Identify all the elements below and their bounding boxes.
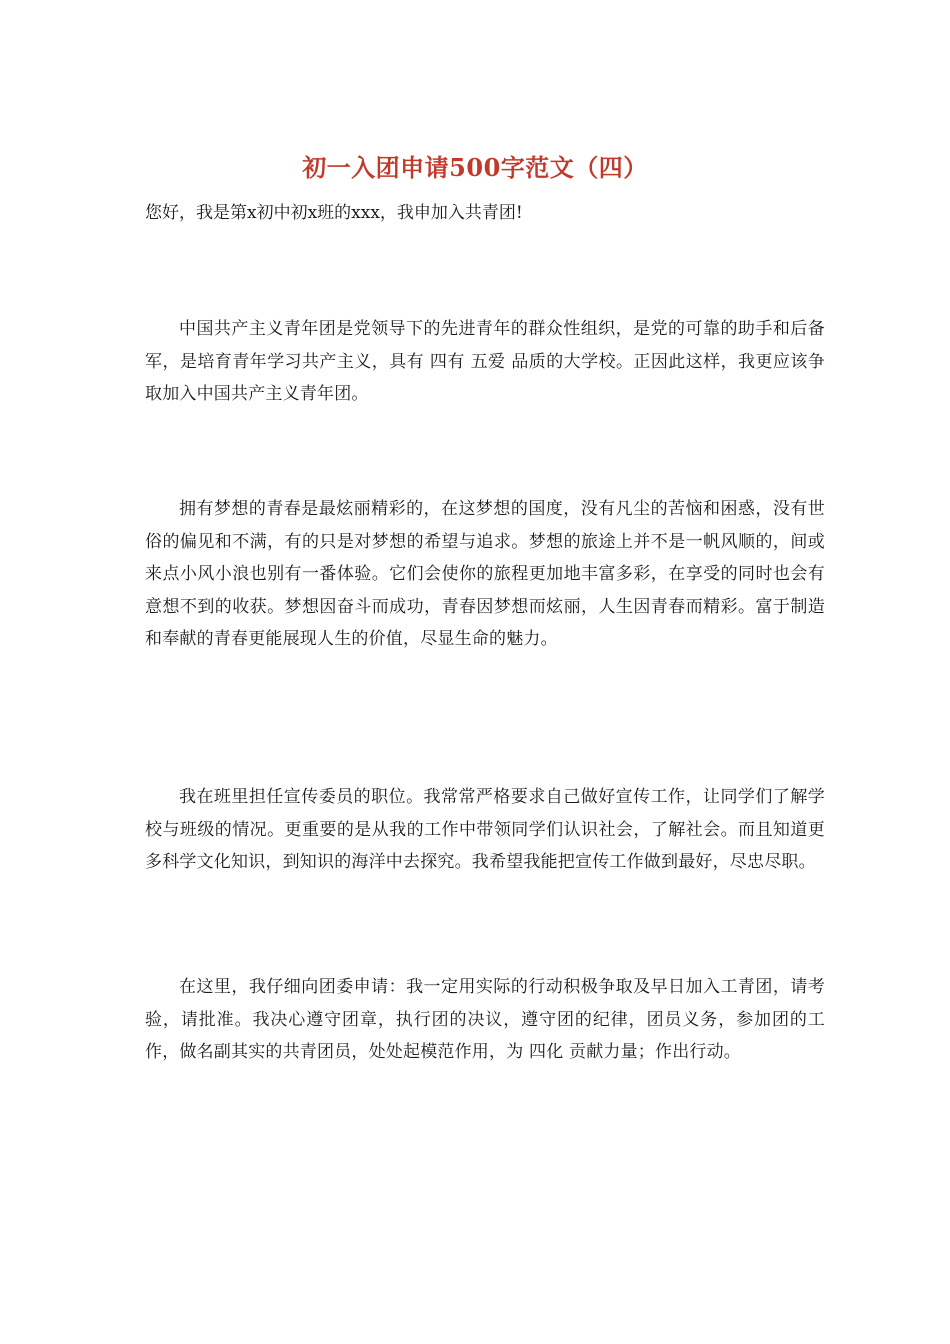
paragraph-4: 在这里，我仔细向团委申请：我一定用实际的行动积极争取及早日加入工青团，请考验，请批准。我决心遵守团章，执行团的决议，遵守团的纪律，团员义务，参加团的工作，做名副其实的共青团员，处处起模范作用，为 四化 贡献力量；作出行动。 bbox=[145, 977, 825, 1062]
document-title: 初一入团申请500字范文（四） bbox=[302, 153, 648, 182]
paragraph-1: 中国共产主义青年团是党领导下的先进青年的群众性组织，是党的可靠的助手和后备军，是培育青年学习共产主义，具有 四有 五爱 品质的大学校。正因此这样，我更应该争取加入中国共产主义青年团。 bbox=[145, 319, 825, 404]
greeting-line: 您好，我是第x初中初x班的xxx，我申加入共青团! bbox=[145, 203, 523, 223]
paragraph-2: 拥有梦想的青春是最炫丽精彩的，在这梦想的国度，没有凡尘的苦恼和困惑，没有世俗的偏见和不满，有的只是对梦想的希望与追求。梦想的旅途上并不是一帆风顺的，间或来点小风小浪也别有一番体验。它们会使你的旅程更加地丰富多彩，在享受的同时也会有意想不到的收获。梦想因奋斗而成功，青春因梦想而炫丽，人生因青春而精彩。富于制造和奉献的青春更能展现人生的价值，尽显生命的魅力。 bbox=[145, 499, 825, 649]
paragraph-3: 我在班里担任宣传委员的职位。我常常严格要求自己做好宣传工作，让同学们了解学校与班级的情况。更重要的是从我的工作中带领同学们认识社会，了解社会。而且知道更多科学文化知识，到知识的海洋中去探究。我希望我能把宣传工作做到最好，尽忠尽职。 bbox=[145, 787, 825, 872]
